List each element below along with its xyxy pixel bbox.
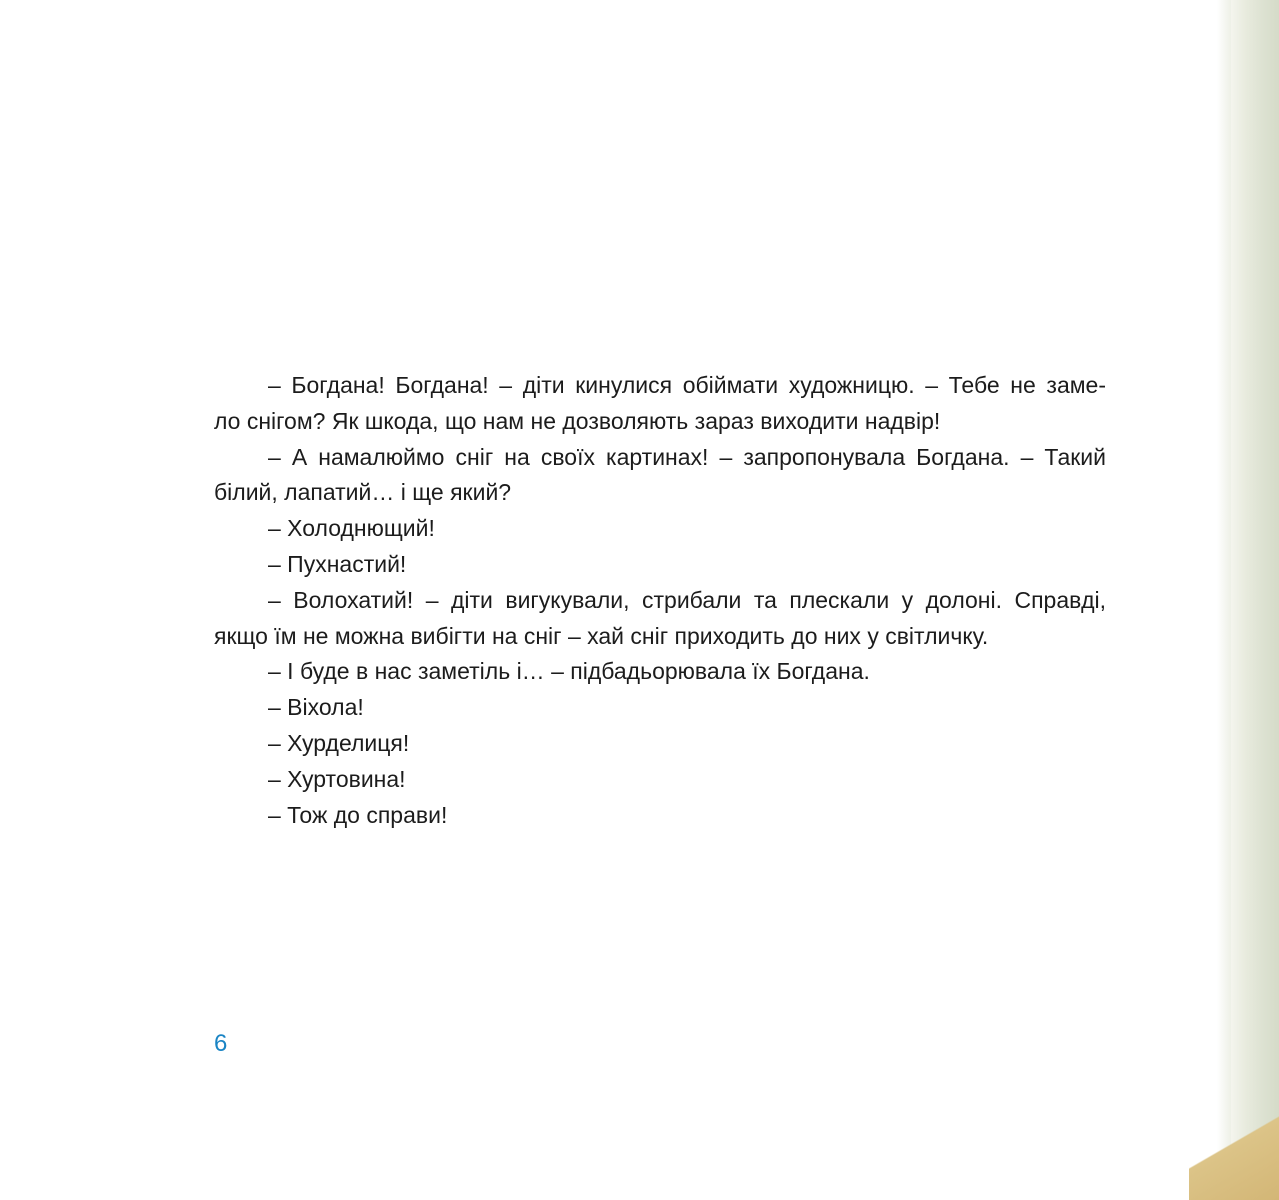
story-text: [214, 368, 1106, 833]
text-line: якщо їм не можна вибігти на сніг – хай сніг приходить до них у світличку.: [214, 622, 989, 649]
paragraph: [214, 654, 1106, 690]
paragraph: [214, 547, 1106, 583]
text-line: – Віхола!: [268, 694, 364, 721]
paragraph: [214, 690, 1106, 726]
paragraph: [214, 583, 1106, 655]
paragraph: [214, 726, 1106, 762]
text-line: – Хурделиця!: [268, 729, 410, 756]
corner-illustration-fragment: [1189, 1090, 1279, 1200]
text-line: – Богдана! Богдана! – діти кинулися обіймати художницю. – Тебе не заме-: [268, 372, 1106, 398]
text-line: – Пухнастий!: [268, 550, 407, 577]
text-line: – Хуртовина!: [268, 765, 406, 792]
paragraph: [214, 511, 1106, 547]
page-number: 6: [214, 1030, 228, 1057]
text-line: – Волохатий! – діти вигукували, стрибали та плескали у долоні. Справді,: [268, 586, 1106, 613]
text-line: – А намалюймо сніг на своїх картинах! – запропонувала Богдана. – Такий: [268, 443, 1106, 470]
paragraph: [214, 762, 1106, 798]
paragraph: [214, 440, 1106, 512]
text-line: – Холоднющий!: [268, 515, 435, 542]
page-edge-shadow: [1231, 0, 1279, 1200]
text-line: білий, лапатий… і ще який?: [214, 479, 512, 506]
paragraph: [214, 368, 1106, 440]
paragraph: [214, 798, 1106, 834]
text-line: – Тож до справи!: [268, 801, 448, 828]
text-line: ло снігом? Як шкода, що нам не дозволяють зараз виходити надвір!: [214, 407, 941, 434]
text-line: – І буде в нас заметіль і… – підбадьорювала їх Богдана.: [268, 658, 870, 685]
